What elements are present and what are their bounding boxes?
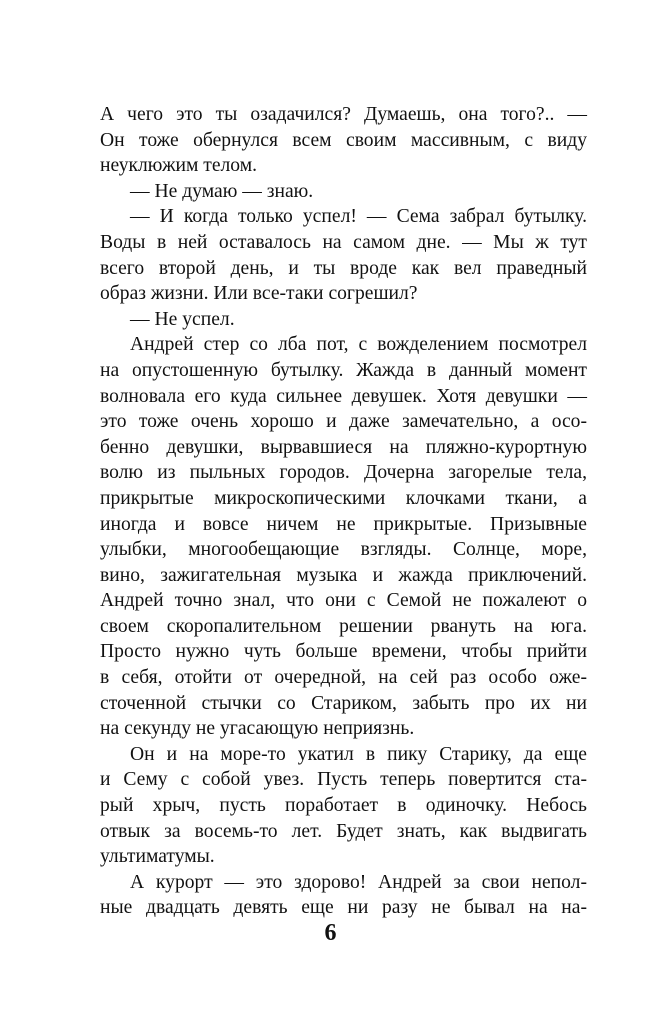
text-line: бенно девушки, вырвавшиеся на пляжно-курортную — [100, 436, 587, 458]
text-line: в себя, отойти от очередной, на сей раз особо оже- — [100, 667, 587, 689]
text-line: Воды в ней оставалось на самом дне. — Мы ж тут — [100, 231, 587, 253]
body-text — [100, 102, 587, 921]
text-line: волю из пыльных городов. Дочерна загорелые тела, — [100, 462, 587, 484]
page-number: 6 — [324, 920, 337, 946]
text-line: на опустошенную бутылку. Жажда в данный момент — [100, 359, 587, 381]
text-line: Андрей стер со лба пот, с вожделением посмотрел — [130, 334, 587, 356]
text-line: неуклюжим телом. — [100, 155, 258, 177]
text-line: Андрей точно знал, что они с Семой не пожалеют о — [100, 590, 587, 612]
text-line: и Сему с собой увез. Пусть теперь повертится ста- — [100, 769, 587, 791]
text-line: улыбки, многообещающие взгляды. Солнце, море, — [100, 539, 587, 561]
text-line: А курорт — это здорово! Андрей за свои непол- — [130, 871, 587, 893]
text-line: Просто нужно чуть больше времени, чтобы прийти — [100, 641, 587, 663]
text-line: рый хрыч, пусть поработает в одиночку. Небось — [100, 795, 587, 817]
text-line: вино, зажигательная музыка и жажда приключений. — [100, 564, 587, 586]
text-line: сточенной стычки со Стариком, забыть про их ни — [100, 692, 587, 714]
text-line: — И когда только успел! — Сема забрал бутылку. — [130, 206, 587, 228]
text-line: иногда и вовсе ничем не прикрытые. Призывные — [100, 513, 587, 535]
text-line: всего второй день, и ты вроде как вел праведный — [100, 257, 587, 279]
text-line: — Не успел. — [130, 308, 235, 330]
text-line: — Не думаю — знаю. — [130, 180, 314, 202]
text-line: Он и на море-то укатил в пику Старику, да еще — [130, 743, 587, 765]
text-line: на секунду не угасающую неприязнь. — [100, 718, 415, 740]
text-line: прикрытые микроскопическими клочками ткани, а — [100, 487, 587, 509]
text-line: ультиматумы. — [100, 846, 215, 868]
text-line: волновала его куда сильнее девушек. Хотя девушки — — [100, 385, 587, 407]
text-line: А чего это ты озадачился? Думаешь, она того?.. — — [100, 104, 587, 125]
text-line: ные двадцать девять еще ни разу не бывал на на- — [100, 897, 587, 919]
text-line: это тоже очень хорошо и даже замечательно, а осо- — [100, 411, 587, 433]
text-line: Он тоже обернулся всем своим массивным, с виду — [100, 129, 587, 151]
text-line: своем скоропалительном решении рвануть на юга. — [100, 615, 587, 637]
text-line: отвык за восемь-то лет. Будет знать, как выдвигать — [100, 820, 587, 842]
text-line: образ жизни. Или все-таки согрешил? — [100, 283, 418, 305]
